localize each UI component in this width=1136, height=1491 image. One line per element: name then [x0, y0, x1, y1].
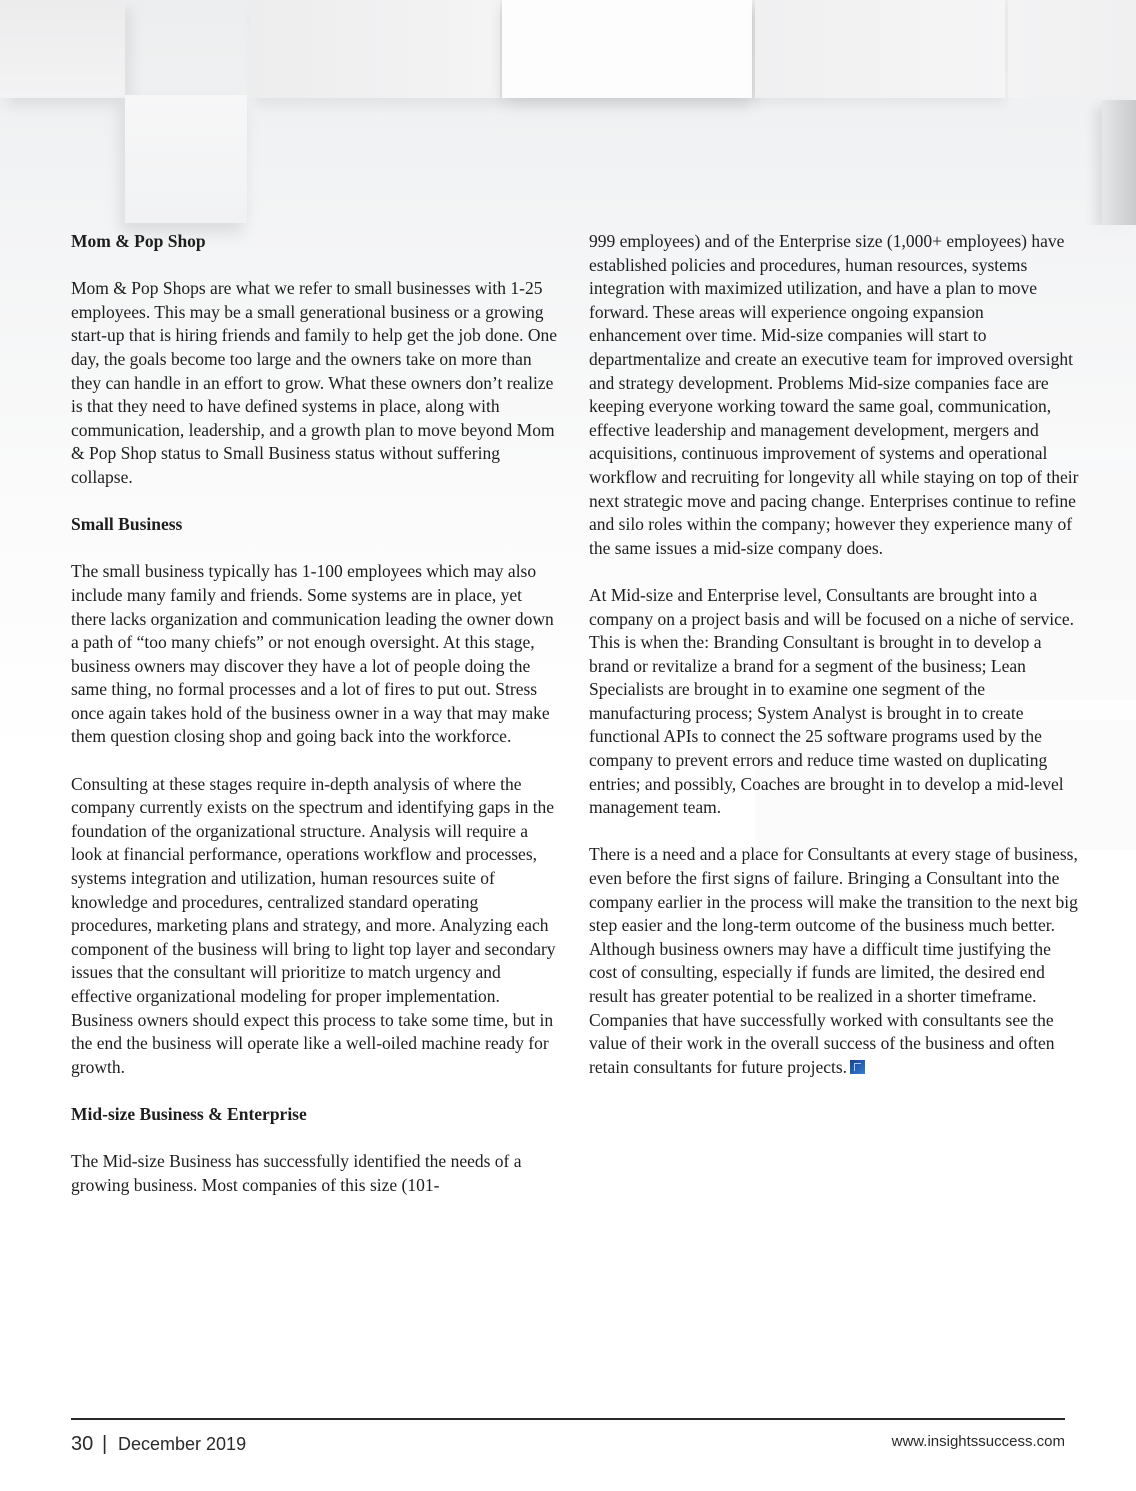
conclusion-text: There is a need and a place for Consultants at every stage of business, even before the first signs of failure. Bringing a Consultant into the company earlier in the process will make the transition to the next big step easier and the long-term outcome of the business much better. Although business owners may have a difficult time justifying the cost of consulting, especially if funds are limited, the desired end result has greater potential to be realized in a shorter timeframe. Companies that have successfully worked with consultants see the value of their work in the overall success of the business and often retain consultants for future projects.	[589, 844, 1078, 1077]
insights-success-logo-icon	[850, 1060, 865, 1074]
paragraph-mom-pop: Mom & Pop Shops are what we refer to small businesses with 1-25 employees. This may be a small generational business or a growing start-up that is hiring friends and family to help get the job done. One day, the goals become too large and the owners take on more than they can handle in an effort to grow. What these owners don’t realize is that they need to have defined systems in place, along with communication, leadership, and a growth plan to move beyond Mom & Pop Shop status to Small Business status without suffering collapse.	[71, 278, 558, 487]
footer-separator: |	[102, 1433, 108, 1455]
heading-small-business: Small Business	[71, 514, 183, 535]
bg-tile	[1102, 100, 1136, 225]
heading-midsize-enterprise: Mid-size Business & Enterprise	[71, 1103, 307, 1124]
bg-tile	[0, 0, 125, 98]
paragraph-consulting-stages: Consulting at these stages require in-depth analysis of where the company currently exists on the spectrum and identifying gaps in the foundation of the organizational structure. Analysis will require a look at financial performance, operations workflow and processes, systems integration and utilization, human resources suite of knowledge and procedures, centralized standard operating procedures, marketing plans and strategy, and more. Analyzing each component of the business will bring to light top layer and secondary issues that the consultant will prioritize to match urgency and effective organizational modeling for proper implementation. Business owners should expect this process to take some time, but in the end the business will operate like a well-oiled machine ready for growth.	[71, 773, 556, 1077]
right-column	[589, 230, 1079, 1103]
website-url: www.insightssuccess.com	[891, 1433, 1065, 1450]
bg-tile	[250, 0, 500, 98]
footer-divider	[71, 1418, 1065, 1420]
heading-mom-pop-shop: Mom & Pop Shop	[71, 231, 206, 251]
paragraph-midsize-start: The Mid-size Business has successfully identified the needs of a growing business. Most companies of this size (101-	[71, 1151, 522, 1195]
issue-date: December 2019	[118, 1434, 247, 1454]
left-column	[71, 230, 561, 1221]
bg-tile	[755, 0, 1005, 98]
paragraph-midsize-continued: 999 employees) and of the Enterprise size (1,000+ employees) have established policies and procedures, human resources, systems integration with maximized utilization, and have a plan to move forward. These areas will experience ongoing expansion enhancement over time. Mid-size companies will start to departmentalize and create an executive team for improved oversight and strategy development. Problems Mid-size companies face are keeping everyone working toward the same goal, communication, effective leadership and management development, mergers and acquisitions, continuous improvement of systems and operational workflow and recruiting for longevity all while staying on top of their next strategic move and pacing change. Enterprises continue to refine and silo roles within the company; however they experience many of the same issues a mid-size company does.	[589, 231, 1079, 558]
bg-tile	[125, 95, 247, 223]
bg-tile	[1008, 0, 1136, 98]
paragraph-small-business: The small business typically has 1-100 employees which may also include many family and friends. Some systems are in place, yet there lacks organization and communication leading the owner down a path of “too many chiefs” or not enough oversight. At this stage, business owners may discover they have a lot of people doing the same thing, no formal processes and a lot of fires to put out. Stress once again takes hold of the business owner in a way that may make them question closing shop and going back into the workforce.	[71, 561, 554, 747]
paragraph-conclusion	[589, 843, 1079, 1079]
paragraph-consultants-project-basis: At Mid-size and Enterprise level, Consultants are brought into a company on a project basis and will be focused on a niche of service. This is when the: Branding Consultant is brought in to develop a brand or revitalize a brand for a segment of the business; Lean Specialists are brought in to examine one segment of the manufacturing process; System Analyst is brought in to create functional APIs to connect the 25 software programs used by the company to prevent errors and reduce time wasted on duplicating entries; and possibly, Coaches are brought in to develop a mid-level management team.	[589, 584, 1074, 818]
page-footer	[71, 1431, 1065, 1459]
bg-tile	[502, 0, 752, 98]
page-number: 30	[71, 1433, 94, 1455]
